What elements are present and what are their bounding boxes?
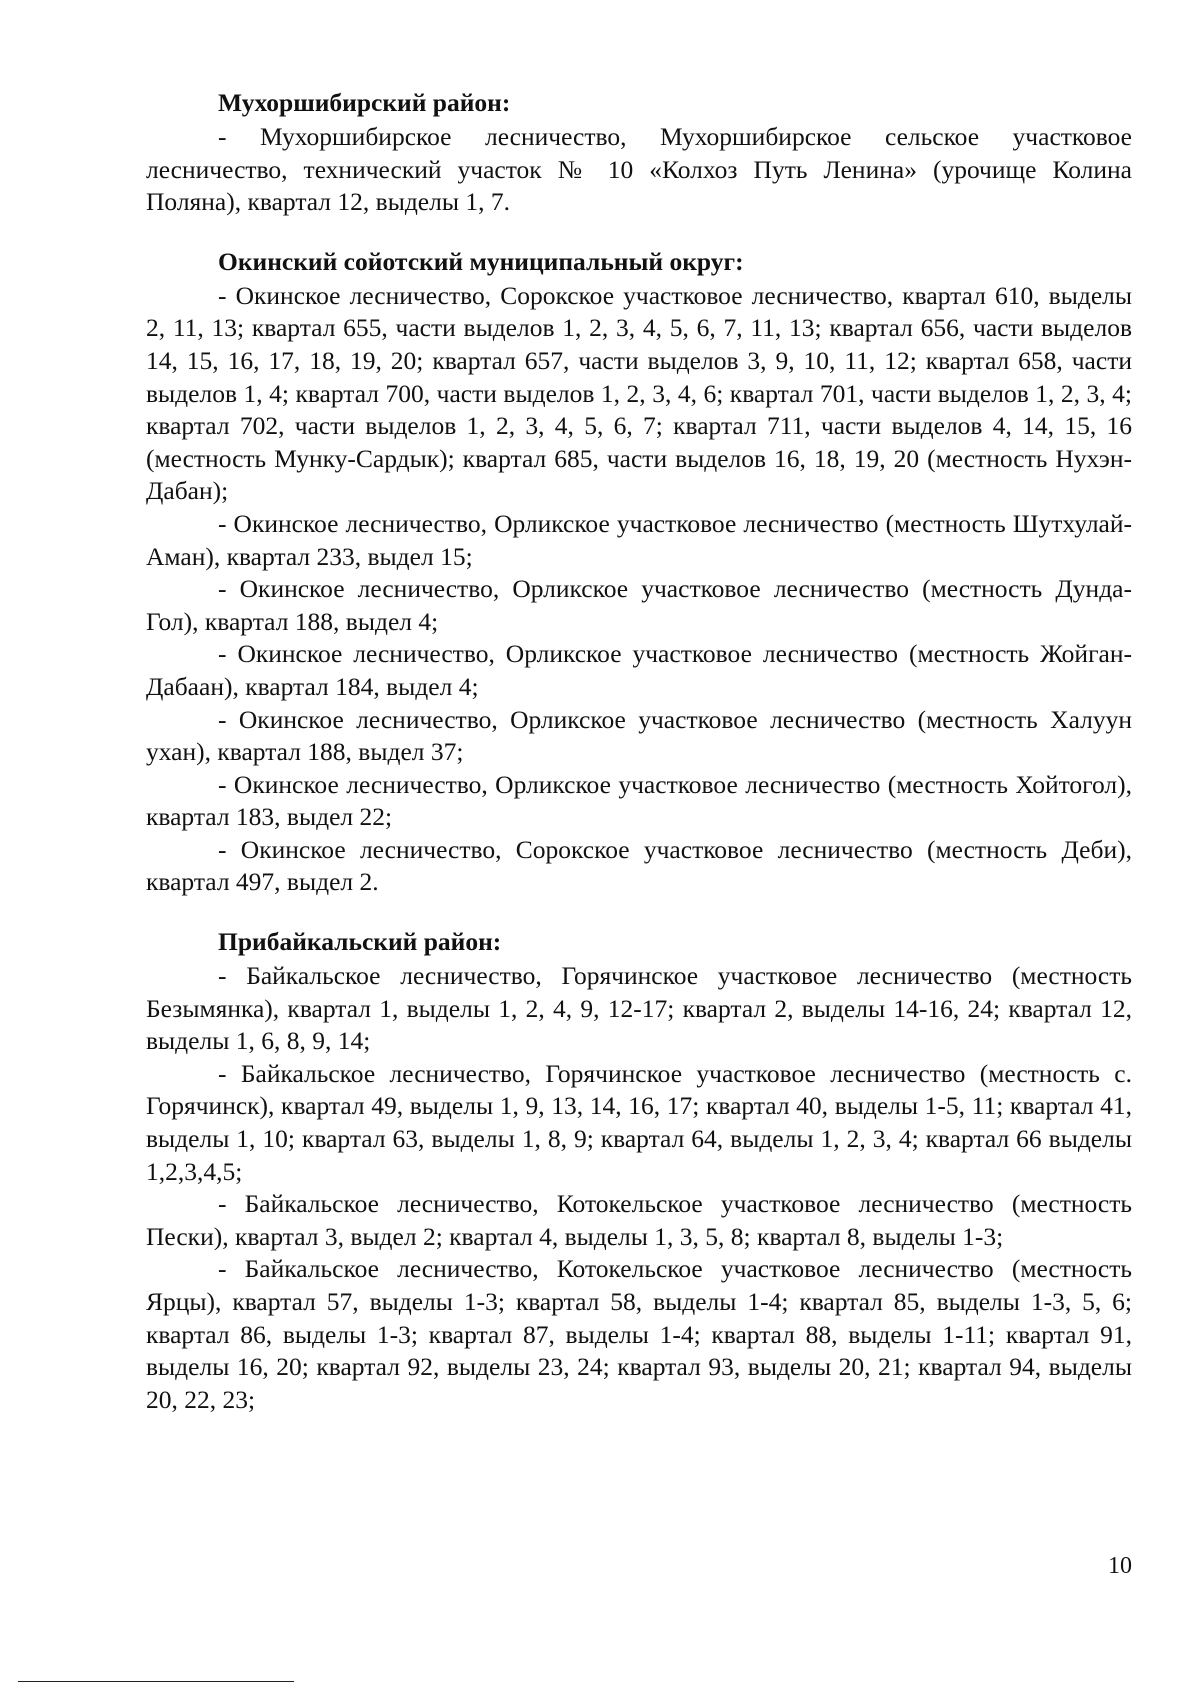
paragraph: - Мухоршибирское лесничество, Мухоршибирское сельское участковое лесничество, технический участок № 10 «Колхоз Путь Ленина» (урочище Колина Поляна), квартал 12, выделы 1, 7. — [146, 122, 1132, 217]
section-heading: Окинский сойотский муниципальный округ: — [218, 246, 744, 276]
footnote-divider — [18, 1681, 294, 1682]
section-okinsky — [146, 245, 1132, 899]
paragraph: - Байкальское лесничество, Котокельское участковое лесничество (местность Пески), квартал 3, выдел 2; квартал 4, выделы 1, 3, 5, 8; квартал 8, выделы 1-3; — [146, 1189, 1132, 1251]
paragraph: - Окинское лесничество, Орликское участковое лесничество (местность Халуун ухан), квартал 188, выдел 37; — [146, 704, 1132, 767]
section-mukhorshibirsky — [146, 86, 1132, 219]
paragraph: - Окинское лесничество, Сорокское участковое лесничество, квартал 610, выделы 2, 11, 13; квартал 655, части выделов 1, 2, 3, 4, 5, 6, 7, 11, 13; квартал 656, части выделов 14, 15, 16, 17, 18, 19, 20; квартал 657, части выделов 3, 9, 10, 11, 12; квартал 658, части выделов 1, 4; квартал 700, части выделов 1, 2, 3, 4, 6; квартал 701, части выделов 1, 2, 3, 4; квартал 702, части выделов 1, 2, 3, 4, 5, 6, 7; квартал 711, части выделов 4, 14, 15, 16 (местность Мунку-Сардык); квартал 685, части выделов 16, 18, 19, 20 (местность Нухэн-Дабан); — [146, 280, 1132, 506]
paragraph: - Окинское лесничество, Орликское участковое лесничество (местность Дунда-Гол), квартал 188, выдел 4; — [146, 574, 1132, 636]
paragraph: - Окинское лесничество, Орликское участковое лесничество (местность Шутхулай-Аман), квартал 233, выдел 15; — [146, 508, 1132, 571]
document-body — [146, 86, 1132, 1442]
page-number: 10 — [1108, 1553, 1132, 1579]
paragraph: - Окинское лесничество, Орликское участковое лесничество (местность Хойтогол), квартал 183, выдел 22; — [146, 769, 1132, 832]
section-pribaikalsky — [146, 925, 1132, 1416]
section-heading: Прибайкальский район: — [218, 927, 502, 957]
paragraph: - Окинское лесничество, Сорокское участковое лесничество (местность Деби), квартал 497, выдел 2. — [146, 834, 1132, 897]
paragraph: - Байкальское лесничество, Котокельское участковое лесничество (местность Ярцы), квартал 57, выделы 1-3; квартал 58, выделы 1-4; квартал 85, выделы 1-3, 5, 6; квартал 86, выделы 1-3; квартал 87, выделы 1-4; квартал 88, выделы 1-11; квартал 91, выделы 16, 20; квартал 92, выделы 23, 24; квартал 93, выделы 20, 21; квартал 94, выделы 20, 22, 23; — [146, 1254, 1132, 1414]
paragraph: - Байкальское лесничество, Горячинское участковое лесничество (местность с. Горячинск), квартал 49, выделы 1, 9, 13, 14, 16, 17; квартал 40, выделы 1-5, 11; квартал 41, выделы 1, 10; квартал 63, выделы 1, 8, 9; квартал 64, выделы 1, 2, 3, 4; квартал 66 выделы 1,2,3,4,5; — [146, 1058, 1132, 1186]
paragraph: - Байкальское лесничество, Горячинское участковое лесничество (местность Безымянка), квартал 1, выделы 1, 2, 4, 9, 12-17; квартал 2, выделы 14-16, 24; квартал 12, выделы 1, 6, 8, 9, 14; — [146, 961, 1132, 1056]
section-heading: Мухоршибирский район: — [218, 88, 511, 117]
paragraph: - Окинское лесничество, Орликское участковое лесничество (местность Жойган-Дабаан), квартал 184, выдел 4; — [146, 639, 1132, 701]
